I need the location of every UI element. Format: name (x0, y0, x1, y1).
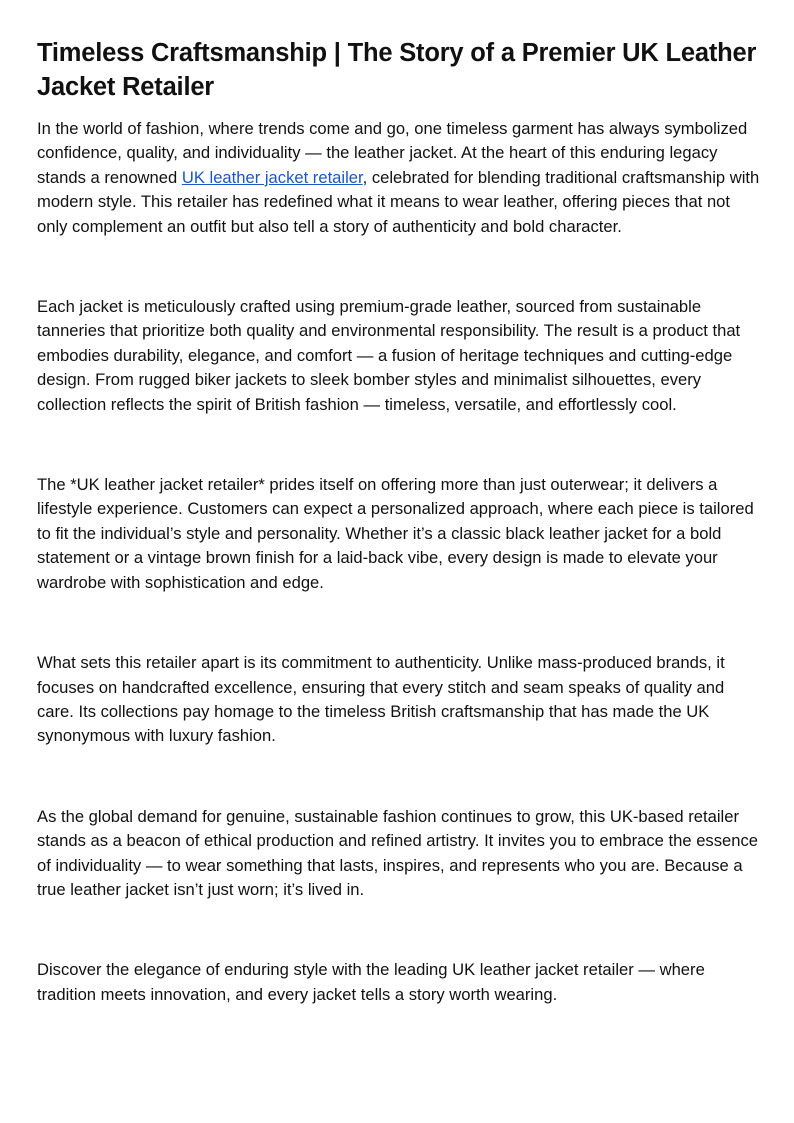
lifestyle-paragraph: The *UK leather jacket retailer* prides itself on offering more than just outerwear; it delivers a lifestyle experience. Customers can expect a personalized approach, where each piece is tailored to fit the individual’s style and personality. Whether it’s a classic black leather jacket for a bold statement or a vintage brown finish for a laid-back vibe, every design is made to elevate your wardrobe with sophistication and edge. (37, 475, 754, 592)
closing-paragraph: Discover the elegance of enduring style with the leading UK leather jacket retailer — where tradition meets innovation, and every jacket tells a story worth wearing. (37, 960, 705, 1004)
article (37, 36, 761, 1007)
retailer-link[interactable]: UK leather jacket retailer (181, 167, 363, 187)
sustainability-paragraph: As the global demand for genuine, sustainable fashion continues to grow, this UK-based retailer stands as a beacon of ethical production and refined artistry. It invites you to embrace the essence of individuality — to wear something that lasts, inspires, and represents who you are. Because a true leather jacket isn’t just worn; it’s lived in. (37, 806, 759, 899)
intro-text-before: In the world of fashion, where trends come and go, one timeless garment has always symbolized confidence, quality, and individuality — the leather jacket. At the heart of this enduring legacy stands a renowned (37, 119, 748, 187)
authenticity-paragraph: What sets this retailer apart is its commitment to authenticity. Unlike mass-produced brands, it focuses on handcrafted excellence, ensuring that every stitch and seam speaks of quality and care. Its collections pay homage to the timeless British craftsmanship that has made the UK synonymous with luxury fashion. (37, 653, 725, 746)
intro-paragraph (37, 117, 761, 239)
intro-text-after: , celebrated for blending traditional craftsmanship with modern style. This retailer has redefined what it means to wear leather, offering pieces that not only complement an outfit but also tell a story of authenticity and bold character. (37, 167, 760, 236)
page-title: Timeless Craftsmanship | The Story of a Premier UK Leather Jacket Retailer (37, 39, 757, 101)
craftsmanship-paragraph: Each jacket is meticulously crafted using premium-grade leather, sourced from sustainable tanneries that prioritize both quality and environmental responsibility. The result is a product that embodies durability, elegance, and comfort — a fusion of heritage techniques and cutting-edge design. From rugged biker jackets to sleek bomber styles and minimalist silhouettes, every collection reflects the spirit of British fashion — timeless, versatile, and effortlessly cool. (37, 297, 741, 414)
